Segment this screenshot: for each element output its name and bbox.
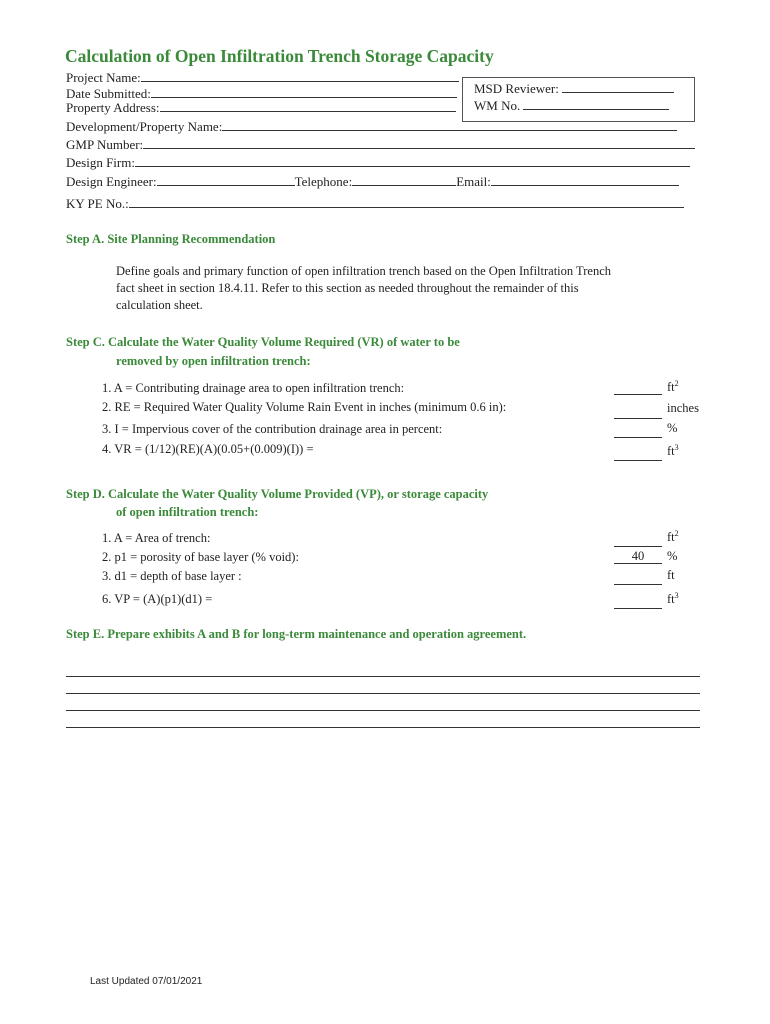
email-label: Email: bbox=[456, 174, 491, 189]
step-c-unit-3: % bbox=[667, 421, 678, 435]
notes-line-3[interactable] bbox=[66, 710, 700, 711]
last-updated-footer: Last Updated 07/01/2021 bbox=[90, 976, 203, 987]
design-engineer-field[interactable] bbox=[157, 174, 295, 186]
wm-no-field[interactable] bbox=[523, 98, 669, 110]
msd-reviewer-field[interactable] bbox=[562, 81, 674, 93]
gmp-number-row bbox=[66, 137, 695, 153]
design-firm-row bbox=[66, 155, 690, 171]
step-d-value-3[interactable] bbox=[614, 570, 662, 585]
msd-reviewer-label: MSD Reviewer: bbox=[474, 81, 559, 96]
email-field[interactable] bbox=[491, 174, 679, 186]
step-a-text: Define goals and primary function of open infiltration trench based on the Open Infiltration Trench fact sheet in section 18.4.11. Refer to this section as needed throughout the remainder of this calculation sheet. bbox=[116, 264, 612, 312]
date-submitted-label: Date Submitted: bbox=[66, 86, 151, 101]
step-c-item-4: 4. VR = (1/12)(RE)(A)(0.05+(0.009)(I)) = bbox=[102, 442, 314, 456]
step-d-item-3: 3. d1 = depth of base layer : bbox=[102, 569, 242, 583]
project-name-row bbox=[66, 70, 459, 86]
step-d-item-1: 1. A = Area of trench: bbox=[102, 531, 211, 545]
step-c-value-4[interactable] bbox=[614, 446, 662, 461]
step-d-unit-3: ft bbox=[667, 568, 675, 582]
design-firm-label: Design Firm: bbox=[66, 155, 135, 170]
development-name-row bbox=[66, 119, 677, 135]
step-d-item-4: 6. VP = (A)(p1)(d1) = bbox=[102, 592, 213, 606]
development-name-label: Development/Property Name: bbox=[66, 119, 223, 134]
step-c-unit-1: $ft^2$ bbox=[667, 378, 679, 394]
wm-no-row bbox=[474, 98, 669, 114]
page-title: Calculation of Open Infiltration Trench Storage Capacity bbox=[65, 46, 494, 66]
step-c-unit-4: $ft^3$ bbox=[667, 442, 679, 458]
step-d-unit-4: $ft^3$ bbox=[667, 590, 679, 606]
ky-pe-label: KY PE No.: bbox=[66, 196, 129, 211]
step-e-heading: Step E. Prepare exhibits A and B for long-term maintenance and operation agreement. bbox=[66, 627, 527, 641]
wm-no-label: WM No. bbox=[474, 98, 521, 113]
notes-line-1[interactable] bbox=[66, 676, 700, 677]
property-address-field[interactable] bbox=[160, 100, 456, 112]
step-c-item-1: 1. A = Contributing drainage area to open infiltration trench: bbox=[102, 381, 405, 395]
design-firm-field[interactable] bbox=[135, 155, 690, 167]
step-c-value-2[interactable] bbox=[614, 404, 662, 419]
date-submitted-field[interactable] bbox=[151, 86, 457, 98]
notes-line-2[interactable] bbox=[66, 693, 700, 694]
step-d-unit-2: % bbox=[667, 549, 678, 563]
step-c-unit-2: inches bbox=[667, 401, 699, 415]
step-a-heading: Step A. Site Planning Recommendation bbox=[66, 232, 276, 246]
ky-pe-field[interactable] bbox=[129, 196, 684, 208]
step-c-heading: Step C. Calculate the Water Quality Volume Required (VR) of water to be bbox=[66, 335, 460, 349]
step-c-value-1[interactable] bbox=[614, 380, 662, 395]
msd-reviewer-row bbox=[474, 81, 674, 97]
step-d-heading: Step D. Calculate the Water Quality Volume Provided (VP), or storage capacity bbox=[66, 487, 489, 501]
step-c-item-2: 2. RE = Required Water Quality Volume Rain Event in inches (minimum 0.6 in): bbox=[102, 400, 507, 414]
msd-review-box bbox=[462, 77, 695, 122]
ky-pe-row bbox=[66, 196, 684, 212]
property-address-label: Property Address: bbox=[66, 100, 160, 115]
design-engineer-row bbox=[66, 174, 679, 190]
design-engineer-label: Design Engineer: bbox=[66, 174, 157, 189]
step-d-value-2[interactable]: 40 bbox=[614, 549, 662, 564]
step-d-value-1[interactable] bbox=[614, 532, 662, 547]
step-c-value-3[interactable] bbox=[614, 423, 662, 438]
step-d-heading-cont: of open infiltration trench: bbox=[116, 505, 259, 519]
step-d-value-4[interactable] bbox=[614, 594, 662, 609]
project-name-label: Project Name: bbox=[66, 70, 141, 85]
project-name-field[interactable] bbox=[141, 70, 459, 82]
step-c-item-3: 3. I = Impervious cover of the contribution drainage area in percent: bbox=[102, 422, 443, 436]
development-name-field[interactable] bbox=[222, 119, 677, 131]
property-address-row bbox=[66, 100, 456, 116]
gmp-number-label: GMP Number: bbox=[66, 137, 144, 152]
notes-line-4[interactable] bbox=[66, 727, 700, 728]
telephone-field[interactable] bbox=[352, 174, 456, 186]
step-c-heading-cont: removed by open infiltration trench: bbox=[116, 354, 311, 368]
step-d-unit-1: $ft^2$ bbox=[667, 528, 679, 544]
gmp-number-field[interactable] bbox=[143, 137, 695, 149]
telephone-label: Telephone: bbox=[294, 174, 353, 189]
step-d-item-2: 2. p1 = porosity of base layer (% void): bbox=[102, 550, 299, 564]
